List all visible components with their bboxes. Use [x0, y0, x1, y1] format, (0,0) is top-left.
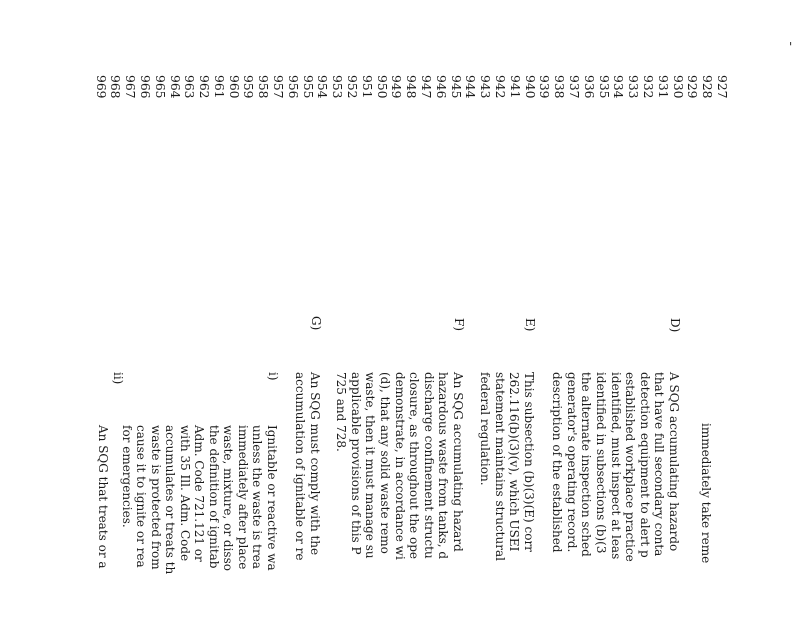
sub-i-body: [120, 425, 280, 574]
line-number: 960: [226, 75, 241, 99]
line-number: 952: [345, 75, 360, 99]
sub-i-line: waste, mixture, or disso: [221, 425, 236, 571]
sub-i-line: cause it to ignite or rea: [134, 425, 149, 568]
section-d-label: D): [668, 318, 682, 333]
section-g-line: accumulation of ignitable or re: [293, 372, 308, 561]
section-d-line: identified in subsections (b)(3: [594, 372, 609, 554]
section-d-body: [550, 372, 681, 562]
line-number: 938: [552, 75, 567, 99]
sub-i-line: Ignitable or reactive wa: [265, 425, 279, 571]
sub-i-line: with 35 Ill. Adm. Code: [178, 425, 192, 562]
line-number: 954: [315, 75, 330, 99]
section-e-label: E): [523, 318, 537, 332]
sub-ii-line: An SQG that treats or a: [96, 425, 110, 569]
section-d-line: identified, must inspect at leas: [608, 372, 623, 560]
sub-i-line: waste is protected from: [149, 425, 163, 570]
line-number: 949: [389, 75, 404, 99]
section-e-line: statement maintains structural: [492, 372, 507, 561]
line-number: 961: [211, 75, 226, 99]
line-number: 936: [581, 75, 596, 99]
line-number: 966: [137, 75, 152, 99]
line-number: 968: [108, 75, 123, 99]
line-number: 948: [404, 75, 419, 99]
section-f-line: (d), that any solid waste remo: [378, 372, 393, 554]
line-number: 945: [448, 75, 463, 99]
line-number: 927: [715, 75, 729, 99]
line-number: 937: [567, 75, 582, 99]
line-number: 946: [433, 75, 448, 99]
line-number: 967: [123, 75, 138, 99]
section-f-line: demonstrate, in accordance wi: [392, 372, 407, 560]
line-number: 964: [167, 75, 182, 99]
line-number: 951: [359, 75, 374, 99]
sub-i-line: accumulates or treats th: [163, 425, 178, 575]
line-number: 947: [419, 75, 434, 99]
line-number: 950: [374, 75, 389, 99]
line-number: 957: [271, 75, 286, 99]
line-number: 941: [507, 75, 522, 99]
line-number: 939: [537, 75, 552, 99]
line-number: 932: [641, 75, 656, 99]
section-d-line: A SQG accumulating hazardo: [667, 372, 681, 552]
sub-ii-body: [96, 425, 111, 569]
section-f-line: hazardous waste from tanks, d: [436, 372, 451, 560]
section-f-line: waste, then it must manage su: [363, 372, 378, 559]
line-number: 953: [330, 75, 345, 99]
section-d-line: description of the established: [550, 372, 565, 553]
section-f-label: F): [452, 318, 466, 332]
line-number: 943: [478, 75, 493, 99]
stray-mark: ': [789, 40, 793, 54]
line-number: 928: [700, 75, 715, 99]
line-number: 930: [670, 75, 685, 99]
section-g-line: An SQG must comply with the: [308, 372, 322, 556]
first-line-text: immediately take reme: [699, 423, 713, 564]
line-number: 940: [522, 75, 537, 99]
sub-ii-label: ii): [111, 372, 125, 385]
section-g-body: [293, 372, 322, 560]
line-number: 934: [611, 75, 626, 99]
section-f-line: 725 and 728.: [334, 372, 349, 452]
section-d-line: generator's operating record.: [564, 372, 579, 553]
line-number: 942: [493, 75, 508, 99]
section-d-line: that have full secondary conta: [652, 372, 667, 557]
sub-i-line: for emergencies.: [120, 425, 134, 528]
line-number: 959: [241, 75, 256, 99]
line-number: 935: [596, 75, 611, 99]
section-f-line: An SQG accumulating hazard: [451, 372, 465, 552]
line-number: 944: [463, 75, 478, 99]
line-number: 956: [285, 75, 300, 99]
sub-i-line: unless the waste is trea: [250, 425, 265, 569]
sub-i-line: the definition of ignitab: [207, 425, 221, 569]
section-e-line: This subsection (b)(3)(E) corr: [522, 372, 536, 552]
section-f-line: discharge confinement structu: [421, 372, 436, 559]
section-f-line: applicable provisions of this P: [348, 372, 363, 555]
section-e-line: 262.116(b)(3)(v), which USEI: [507, 372, 522, 552]
sub-i-line: Adm. Code 721.121 or: [192, 425, 207, 562]
line-number: 962: [197, 75, 212, 99]
line-number: 955: [300, 75, 315, 99]
line-numbers: [93, 75, 729, 98]
section-g-label: G): [309, 316, 323, 331]
sub-i-line: immediately after place: [236, 425, 250, 570]
section-d-line: established workplace practice: [623, 372, 638, 562]
line-number: 965: [152, 75, 167, 99]
line-number: 933: [626, 75, 641, 99]
section-e-line: federal regulation.: [478, 372, 493, 486]
section-d-line: the alternate inspection sched: [579, 372, 594, 557]
section-f-body: [334, 372, 465, 560]
first-line: [700, 423, 712, 563]
section-f-line: closure, as throughout the ope: [407, 372, 422, 559]
line-number: 969: [93, 75, 108, 99]
section-d-line: detection equipment to alert p: [637, 372, 652, 558]
line-number: 931: [655, 75, 670, 99]
sub-i-label: i): [266, 372, 280, 381]
section-e-body: [478, 372, 536, 561]
line-number: 963: [182, 75, 197, 99]
line-number: 958: [256, 75, 271, 99]
line-number: 929: [685, 75, 700, 99]
